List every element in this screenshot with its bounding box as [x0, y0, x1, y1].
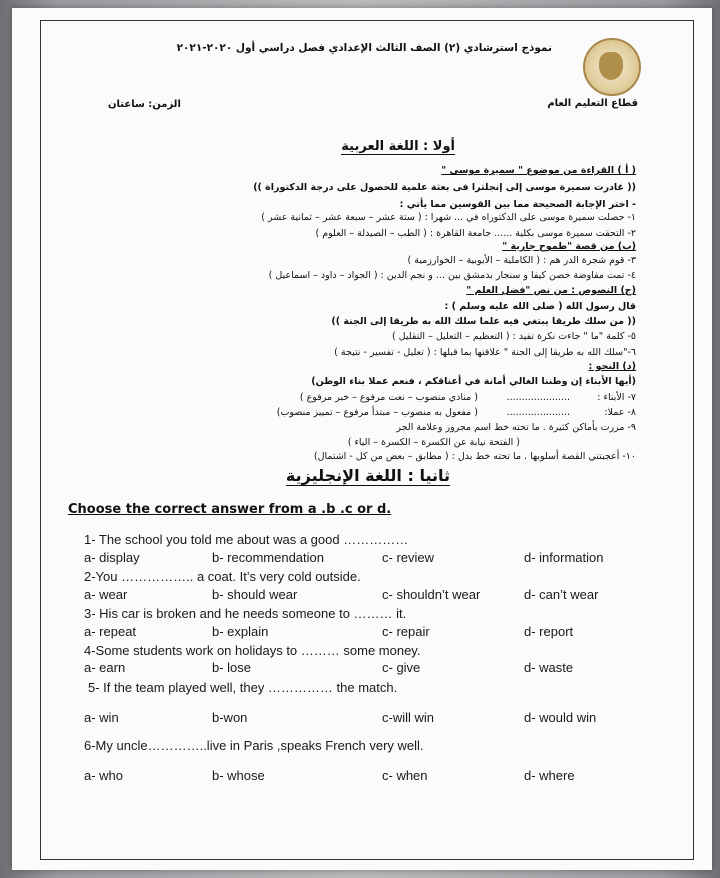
question-8-label: ٨- عملا:: [604, 407, 636, 418]
answer-option-a: a- earn: [84, 660, 126, 675]
question-4: ٤- تمت مفاوضة حصن كيفا و سنجار بدمشق بين ... و نجم الدين : ( الجواد – داود – اسماعيل ): [268, 270, 636, 281]
answer-option-c: c- give: [382, 660, 421, 675]
sector-name: قطاع التعليم العام: [547, 98, 638, 109]
answer-option-a: a- wear: [84, 587, 128, 602]
answer-option-b: b- explain: [212, 624, 269, 639]
answer-option-c: c- shouldn’t wear: [382, 587, 481, 602]
question-3: ٣- قوم شجرة الدر هم : ( الكاملية – الأيوبية – الخوارزمية ): [407, 255, 636, 266]
answer-option-a: a- display: [84, 550, 140, 565]
texts-heading: (ج) النصوص : من نص "فضل العلم ": [466, 285, 636, 296]
question-7-blank: .....................: [506, 392, 570, 403]
answer-option-c: c- repair: [382, 624, 430, 639]
answer-option-a: a- repeat: [84, 624, 137, 639]
answer-option-b: b- whose: [212, 768, 265, 783]
question-1: ١- حصلت سميرة موسى على الدكتوراه في ... شهرا : ( ستة عشر – سبعة عشر – ثمانية عشر ): [261, 212, 636, 223]
grammar-heading: (د) النحو :: [588, 361, 636, 372]
english-section-title: ثانيا : اللغة الإنجليزية: [285, 466, 450, 485]
question-2: ٢- التحقت سميرة موسى بكلية ...... جامعة القاهرة : ( الطب – الصيدلة – العلوم ): [315, 228, 636, 239]
question-text: 1- The school you told me about was a good ……………: [84, 532, 409, 547]
question-text: 3- His car is broken and he needs someone to ……… it.: [84, 606, 407, 621]
answer-option-a: a- win: [84, 710, 119, 725]
answer-option-d: d- can’t wear: [524, 587, 599, 602]
ministry-seal-icon: [583, 38, 641, 96]
question-9-options: ( الفتحة نيابة عن الكسرة – الكسرة – الياء ): [347, 437, 520, 448]
answer-option-c: c- review: [382, 550, 435, 565]
question-6: ٦-"سلك الله به طريقا إلى الجنة " علاقتها بما قبلها : ( تعليل - تفسير - نتيجة ): [334, 347, 636, 358]
english-instruction: Choose the correct answer from a .b .c or d.: [68, 502, 392, 517]
question-7-label: ٧- الأبناء :: [597, 392, 636, 403]
story-heading: (ب) من قصة "طموح جارية ": [502, 241, 636, 252]
reading-quote: (( غادرت سميرة موسى إلى إنجلترا فى بعثة علمية للحصول على درجة الدكتوراة )): [253, 182, 636, 193]
question-8-blank: .....................: [506, 407, 570, 418]
answer-option-d: d- waste: [524, 660, 574, 675]
question-5: ٥- كلمة "ما " جاءت نكرة تفيد : ( التعظيم – التعليل – التقليل ): [391, 331, 636, 342]
answer-option-d: d- information: [524, 550, 604, 565]
answer-option-b: b-won: [212, 710, 248, 725]
question-7-options: ( منادي منصوب – نعت مرفوع – خبر مرفوع ): [299, 392, 478, 403]
question-9: ٩- مررت بأماكن كثيرة . ما تحته خط اسم مجرور وعلامة الجر: [396, 422, 636, 433]
question-text: 6-My uncle…………..live in Paris ,speaks French very well.: [84, 738, 424, 753]
question-text: 4-Some students work on holidays to ……… some money.: [84, 643, 421, 658]
exam-time: الزمن: ساعتان: [108, 99, 181, 110]
answer-option-d: d- where: [524, 768, 575, 783]
hadith-intro: قال رسول الله ( صلى الله عليه وسلم ) :: [444, 301, 636, 312]
question-text: 2-You …………….. a coat. It’s very cold outside.: [84, 569, 361, 584]
grammar-quote: (أيها الأبناء إن وطننا الغالي أمانة في أعناقكم ، فنعم عملا بناء الوطن): [311, 376, 636, 387]
answer-option-a: a- who: [84, 768, 124, 783]
answer-option-b: b- recommendation: [212, 550, 324, 565]
answer-option-b: b- should wear: [212, 587, 298, 602]
question-8-options: ( مفعول به منصوب – مبتدأ مرفوع – تمييز منصوب): [276, 407, 478, 418]
choose-instruction: - اختر الإجابة الصحيحة مما بين القوسين مما يأتي :: [399, 199, 636, 210]
answer-option-c: c-will win: [382, 710, 434, 725]
exam-title: نموذج استرشادي (٢) الصف الثالث الإعدادي فصل دراسي أول ٢٠٢٠-٢٠٢١: [176, 42, 552, 54]
answer-option-d: d- would win: [524, 710, 597, 725]
arabic-section-title: أولا : اللغة العربية: [341, 139, 455, 154]
question-text: 5- If the team played well, they …………… the match.: [88, 680, 398, 695]
answer-option-c: c- when: [382, 768, 428, 783]
question-10: ١٠- أعجبتني القصة أسلوبها . ما تحته خط بدل : ( مطابق – بعض من كل - اشتمال): [313, 451, 636, 462]
hadith-quote: (( من سلك طريقا يبتغي فيه علما سلك الله به طريقا إلى الجنة )): [331, 316, 636, 327]
reading-heading: ( أ ) القراءة من موضوع " سميرة موسى ": [441, 165, 636, 176]
answer-option-d: d- report: [524, 624, 574, 639]
answer-option-b: b- lose: [212, 660, 252, 675]
